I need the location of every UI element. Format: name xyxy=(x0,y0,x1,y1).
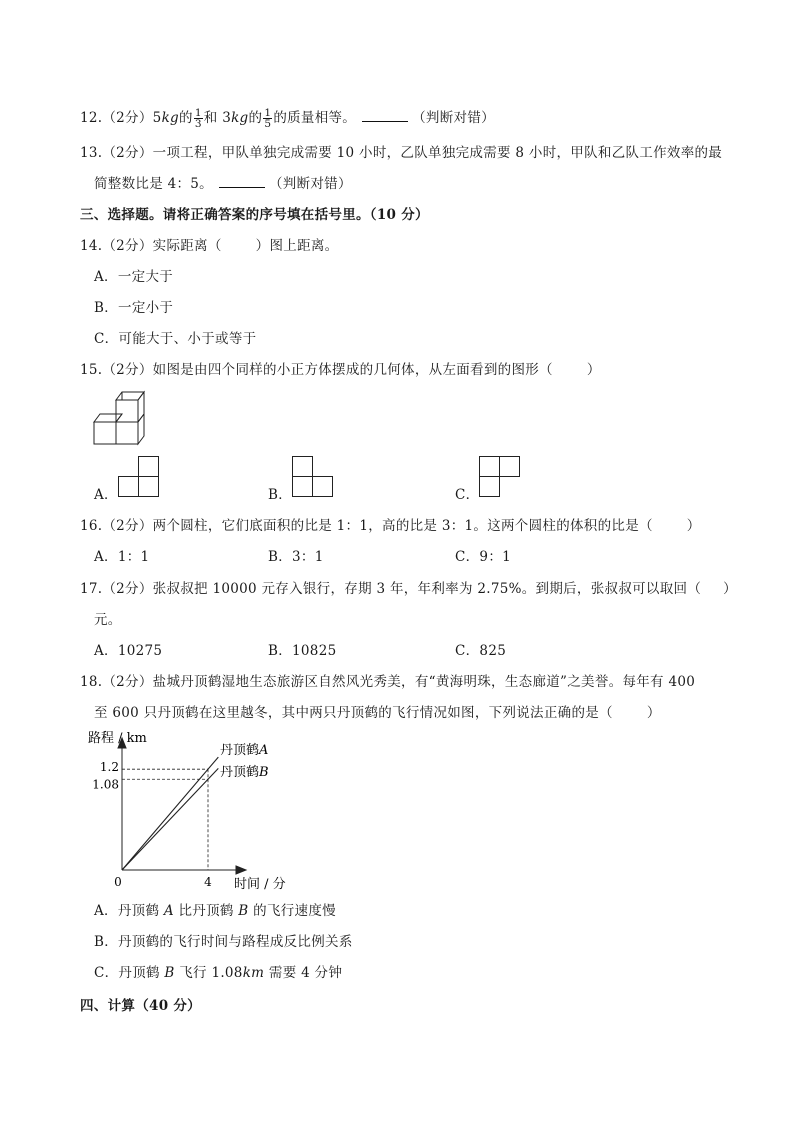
question-18-line-1: 18.（2分）盐城丹顶鹤湿地生态旅游区自然风光秀美，有“黄海明珠，生态廊道”之美誉。每年有 400 xyxy=(80,674,696,690)
q14-stem-end: ）图上距离。 xyxy=(255,238,339,254)
q14-stem: 14.（2分）实际距离（ xyxy=(80,238,222,254)
q18-option-c[interactable] xyxy=(94,964,342,982)
series-line-a xyxy=(122,757,218,870)
q18-opt-a-text: A．丹顶鹤 xyxy=(94,903,164,919)
q15-option-c-label[interactable]: C． xyxy=(455,487,480,503)
judge-hint: （判断对错） xyxy=(412,110,495,126)
q14-option-a[interactable]: A．一定大于 xyxy=(94,269,174,285)
q17-option-c[interactable]: C．825 xyxy=(455,643,507,659)
q14-option-b[interactable]: B．一定小于 xyxy=(94,300,174,316)
q12-unit-kg-2: kg xyxy=(231,110,249,126)
answer-blank[interactable] xyxy=(362,109,408,122)
series-line-b xyxy=(122,768,218,870)
q18-opt-c-text-3: 需要 4 分钟 xyxy=(264,965,343,981)
q12-middle: 和 3 xyxy=(203,110,232,126)
x-tick-label: 4 xyxy=(204,875,212,889)
q15-option-b-label[interactable]: B． xyxy=(268,487,293,503)
q16-stem-end: ） xyxy=(686,518,701,534)
q17-stem: 17.（2分）张叔叔把 10000 元存入银行，存期 3 年，年利率为 2.75%。到期后，张叔叔可以取回（ xyxy=(80,581,702,597)
q12-of: 的 xyxy=(179,110,193,126)
judge-hint: （判断对错） xyxy=(268,176,352,192)
question-15 xyxy=(80,361,601,379)
section-3-heading: 三、选择题。请将正确答案的序号填在括号里。（10 分） xyxy=(80,207,429,223)
q12-prefix: 12.（2分）5 xyxy=(80,110,162,126)
section-4-heading: 四、计算（40 分） xyxy=(80,998,201,1014)
origin-label: 0 xyxy=(114,875,122,889)
question-13-line-1: 13.（2分）一项工程，甲队单独完成需要 10 小时，乙队单独完成需要 8 小时，甲队和乙队工作效率的最 xyxy=(80,145,723,161)
q12-of-2: 的 xyxy=(248,110,263,126)
answer-blank[interactable] xyxy=(219,175,265,188)
series-label-b: 丹顶鹤B xyxy=(220,765,269,780)
cube-stack-figure xyxy=(90,384,156,446)
q13-text: 简整数比是 4：5。 xyxy=(94,176,213,192)
q16-option-a[interactable]: A．1：1 xyxy=(94,549,150,565)
series-label-a: 丹顶鹤A xyxy=(220,743,269,758)
q17-option-b[interactable]: B．10825 xyxy=(268,643,337,659)
q18-opt-c-text-2: 飞行 1.08 xyxy=(174,965,243,981)
q14-option-c[interactable]: C．可能大于、小于或等于 xyxy=(94,331,257,347)
q15-stem: 15.（2分）如图是由四个同样的小正方体摆成的几何体，从左面看到的图形（ xyxy=(80,362,553,378)
q18-opt-c-unit: km xyxy=(242,965,265,981)
question-18-line-2 xyxy=(94,704,661,722)
q18-opt-a-text-2: 比丹顶鹤 xyxy=(173,903,239,919)
q15-option-c-figure[interactable] xyxy=(479,455,521,499)
q15-option-a-figure[interactable] xyxy=(118,455,160,499)
question-13-line-2 xyxy=(94,175,352,193)
fraction-one-fifth xyxy=(263,108,272,129)
fraction-numerator: 1 xyxy=(194,107,202,119)
y-axis-label: 路程 / km xyxy=(88,731,147,746)
q12-suffix: 的质量相等。 xyxy=(273,110,357,126)
q17-option-a[interactable]: A．10275 xyxy=(94,643,163,659)
fraction-denominator: 3 xyxy=(194,118,202,130)
y-tick-label-1-2: 1.2 xyxy=(99,760,119,775)
x-axis-label: 时间 / 分 xyxy=(234,877,286,892)
q15-option-a-label[interactable]: A． xyxy=(94,487,118,503)
q15-option-b-figure[interactable] xyxy=(292,455,334,499)
q17-line-2: 元。 xyxy=(94,612,122,628)
flight-distance-chart xyxy=(88,726,308,896)
chart-series xyxy=(122,757,218,870)
q12-unit-kg: kg xyxy=(161,110,179,126)
y-tick-label-1-08: 1.08 xyxy=(92,777,119,792)
q18-opt-a-var-2: B xyxy=(238,903,249,919)
fraction-denominator: 5 xyxy=(264,118,272,130)
fraction-numerator: 1 xyxy=(264,107,272,119)
fraction-one-third xyxy=(194,108,203,129)
q18-opt-c-text: C．丹顶鹤 xyxy=(94,965,165,981)
question-16 xyxy=(80,517,701,535)
question-14 xyxy=(80,237,338,255)
q18-opt-a-var: A xyxy=(163,903,174,919)
q18-opt-a-text-3: 的飞行速度慢 xyxy=(248,903,336,919)
q18-option-b[interactable]: B．丹顶鹤的飞行时间与路程成反比例关系 xyxy=(94,934,353,950)
q18-option-a[interactable] xyxy=(94,902,336,920)
q17-stem-end: ） xyxy=(723,581,737,597)
q16-option-c[interactable]: C．9：1 xyxy=(455,549,512,565)
x-axis-arrow xyxy=(236,866,246,874)
question-12 xyxy=(80,108,495,129)
q16-stem: 16.（2分）两个圆柱，它们底面积的比是 1：1，高的比是 3：1。这两个圆柱的体积的比是（ xyxy=(80,518,653,534)
q18-stem-end: ） xyxy=(646,705,661,721)
q18-opt-c-var: B xyxy=(164,965,175,981)
q15-stem-end: ） xyxy=(586,362,601,378)
question-17 xyxy=(80,580,737,598)
q18-stem: 至 600 只丹顶鹤在这里越冬，其中两只丹顶鹤的飞行情况如图，下列说法正确的是（ xyxy=(94,705,613,721)
q16-option-b[interactable]: B．3：1 xyxy=(268,549,324,565)
